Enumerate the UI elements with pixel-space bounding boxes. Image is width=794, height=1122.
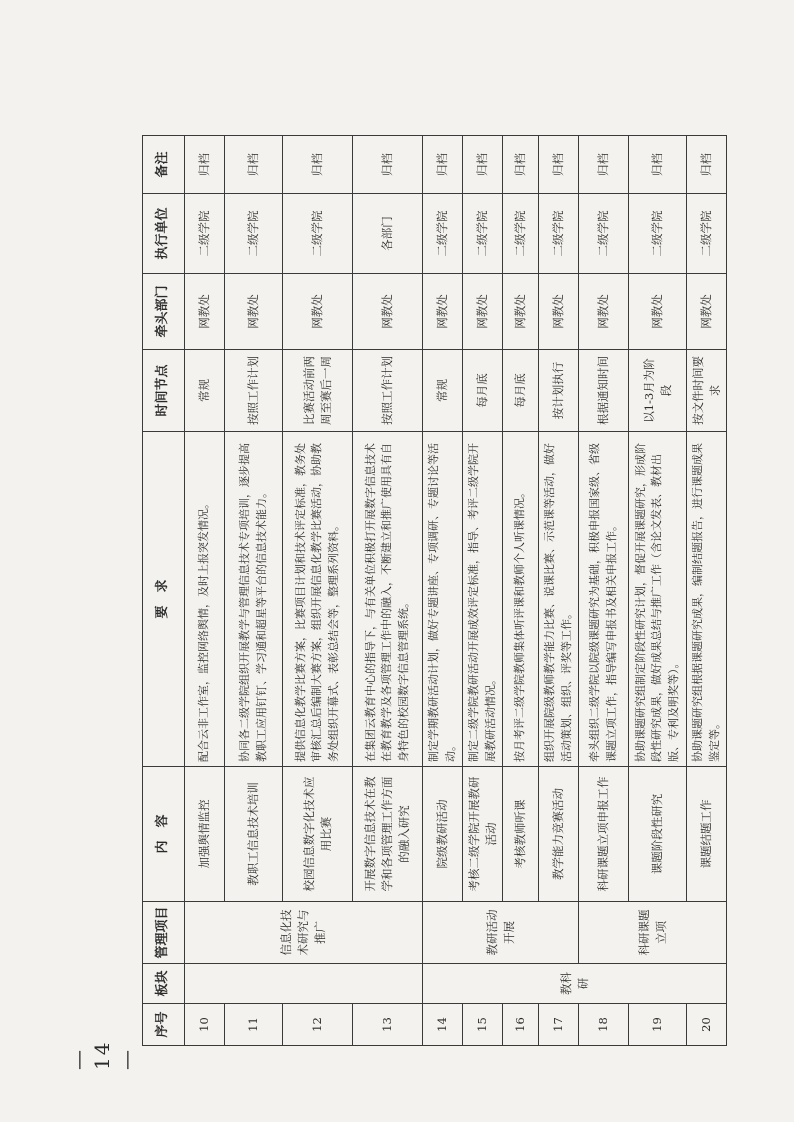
cell-seq: 15 xyxy=(463,1004,503,1046)
cell-requirement: 配合云非工作室，监控网络舆情，及时上报突发情况。 xyxy=(185,432,225,767)
cell-exec-unit: 二级学院 xyxy=(423,194,463,274)
cell-content: 校园信息数字化技术应用比赛 xyxy=(283,767,353,902)
cell-lead-dept: 网教处 xyxy=(225,274,283,350)
cell-content: 院级教研活动 xyxy=(423,767,463,902)
cell-note: 归档 xyxy=(579,136,629,194)
cell-time: 按照工作计划 xyxy=(353,350,423,432)
cell-exec-unit: 二级学院 xyxy=(463,194,503,274)
cell-seq: 19 xyxy=(629,1004,687,1046)
header-exec-unit: 执行单位 xyxy=(143,194,185,274)
cell-time: 每月底 xyxy=(463,350,503,432)
cell-lead-dept: 网教处 xyxy=(579,274,629,350)
rotated-table-wrapper xyxy=(142,136,722,1046)
cell-note: 归档 xyxy=(503,136,539,194)
cell-requirement: 协同各二级学院组织开展教学与管理信息技术专项培训，逐步提高教职工应用钉钉、学习通和超星等平台的信息技术能力。 xyxy=(225,432,283,767)
cell-content: 教职工信息技术培训 xyxy=(225,767,283,902)
cell-item-research: 教研活动开展 xyxy=(423,902,579,964)
table-row xyxy=(423,136,463,1046)
header-lead-dept: 牵头部门 xyxy=(143,274,185,350)
cell-lead-dept: 网教处 xyxy=(629,274,687,350)
cell-content: 课题结题工作 xyxy=(687,767,727,902)
cell-content: 开展数字信息技术在教学和各项管理工作方面的融入研究 xyxy=(353,767,423,902)
cell-requirement: 协助课题研究组根据课题研究成果，编制结题报告，进行课题成果鉴定等。 xyxy=(687,432,727,767)
cell-requirement: 协助课题研究组制定阶段性研究计划，督促开展课题研究，形成阶段性研究成果，做好成果总结与推广工作（含论文发表、教材出版、专利及明奖等）。 xyxy=(629,432,687,767)
cell-content: 教学能力竞赛活动 xyxy=(539,767,579,902)
cell-time: 按照工作计划 xyxy=(225,350,283,432)
cell-time: 比赛活动前两周至赛后一周 xyxy=(283,350,353,432)
header-item: 管理项目 xyxy=(143,902,185,964)
cell-note: 归档 xyxy=(629,136,687,194)
cell-requirement: 在集团云教育中心的指导下，与有关单位积极打开展数字信息技术在教育教学及各项管理工作中的融入，不断建立和推广使用具有自身特色的校园数字信息管理系统。 xyxy=(353,432,423,767)
cell-seq: 10 xyxy=(185,1004,225,1046)
cell-exec-unit: 二级学院 xyxy=(185,194,225,274)
table-row xyxy=(185,136,225,1046)
cell-time: 每月底 xyxy=(503,350,539,432)
cell-time: 常规 xyxy=(185,350,225,432)
schedule-table xyxy=(142,135,727,1046)
table-row xyxy=(579,136,629,1046)
cell-requirement: 提供信息化教学比赛方案，比赛项目计划和技术评定标准，教务处审核汇总后编制大赛方案，组织开展信息化教学比赛活动，协助教务处组织开幕式、表彰总结会等，整理系列资料。 xyxy=(283,432,353,767)
cell-content: 加强舆情监控 xyxy=(185,767,225,902)
header-board: 板块 xyxy=(143,964,185,1004)
cell-content: 考核二级学院开展教研活动 xyxy=(463,767,503,902)
cell-time: 以1-3月为阶段 xyxy=(629,350,687,432)
cell-note: 归档 xyxy=(225,136,283,194)
cell-note: 归档 xyxy=(283,136,353,194)
cell-requirement: 制定二级学院教研活动开展成效评定标准，指导、考评二级学院开展教研活动情况。 xyxy=(463,432,503,767)
page-number: — 14 — xyxy=(66,1040,138,1070)
cell-seq: 12 xyxy=(283,1004,353,1046)
cell-seq: 13 xyxy=(353,1004,423,1046)
cell-seq: 20 xyxy=(687,1004,727,1046)
header-requirement: 要 求 xyxy=(143,432,185,767)
cell-time: 按计划执行 xyxy=(539,350,579,432)
cell-exec-unit: 各部门 xyxy=(353,194,423,274)
cell-exec-unit: 二级学院 xyxy=(539,194,579,274)
cell-time: 常规 xyxy=(423,350,463,432)
cell-board-empty xyxy=(185,964,423,1004)
cell-board-kyan: 教科研 xyxy=(423,964,727,1004)
header-content: 内 容 xyxy=(143,767,185,902)
cell-item-info: 信息化技术研究与推广 xyxy=(185,902,423,964)
cell-seq: 16 xyxy=(503,1004,539,1046)
cell-lead-dept: 网教处 xyxy=(503,274,539,350)
cell-seq: 14 xyxy=(423,1004,463,1046)
cell-seq: 11 xyxy=(225,1004,283,1046)
header-time: 时间节点 xyxy=(143,350,185,432)
cell-lead-dept: 网教处 xyxy=(687,274,727,350)
cell-exec-unit: 二级学院 xyxy=(503,194,539,274)
cell-note: 归档 xyxy=(423,136,463,194)
cell-requirement: 制定学期教研活动计划，做好专题讲座、专项调研、专题讨论等活动。 xyxy=(423,432,463,767)
cell-content: 科研课题立项申报工作 xyxy=(579,767,629,902)
cell-lead-dept: 网教处 xyxy=(463,274,503,350)
cell-note: 归档 xyxy=(539,136,579,194)
header-note: 备注 xyxy=(143,136,185,194)
cell-content: 课题阶段性研究 xyxy=(629,767,687,902)
cell-lead-dept: 网教处 xyxy=(353,274,423,350)
cell-time: 按文件时间要求 xyxy=(687,350,727,432)
cell-exec-unit: 二级学院 xyxy=(687,194,727,274)
cell-lead-dept: 网教处 xyxy=(539,274,579,350)
cell-note: 归档 xyxy=(353,136,423,194)
cell-requirement: 牵头组织二级学院以院级课题研究为基础，积极申报国家级、省级课题立项工作，指导编写申报书及相关申报工作。 xyxy=(579,432,629,767)
cell-content: 考核教师听课 xyxy=(503,767,539,902)
cell-lead-dept: 网教处 xyxy=(185,274,225,350)
cell-time: 根据通知时间 xyxy=(579,350,629,432)
cell-note: 归档 xyxy=(463,136,503,194)
cell-item-sci: 科研课题立项 xyxy=(579,902,727,964)
cell-exec-unit: 二级学院 xyxy=(629,194,687,274)
header-seq: 序号 xyxy=(143,1004,185,1046)
cell-exec-unit: 二级学院 xyxy=(225,194,283,274)
cell-exec-unit: 二级学院 xyxy=(579,194,629,274)
cell-requirement: 按月考评二级学院教师集体听评课和教师个人听课情况。 xyxy=(503,432,539,767)
cell-note: 归档 xyxy=(687,136,727,194)
cell-note: 归档 xyxy=(185,136,225,194)
cell-seq: 17 xyxy=(539,1004,579,1046)
table-header-row xyxy=(143,136,185,1046)
cell-lead-dept: 网教处 xyxy=(283,274,353,350)
cell-requirement: 组织开展院级教师教学能力比赛、说课比赛、示范课等活动，做好活动策划、组织、评奖等工作。 xyxy=(539,432,579,767)
cell-seq: 18 xyxy=(579,1004,629,1046)
cell-exec-unit: 二级学院 xyxy=(283,194,353,274)
cell-lead-dept: 网教处 xyxy=(423,274,463,350)
